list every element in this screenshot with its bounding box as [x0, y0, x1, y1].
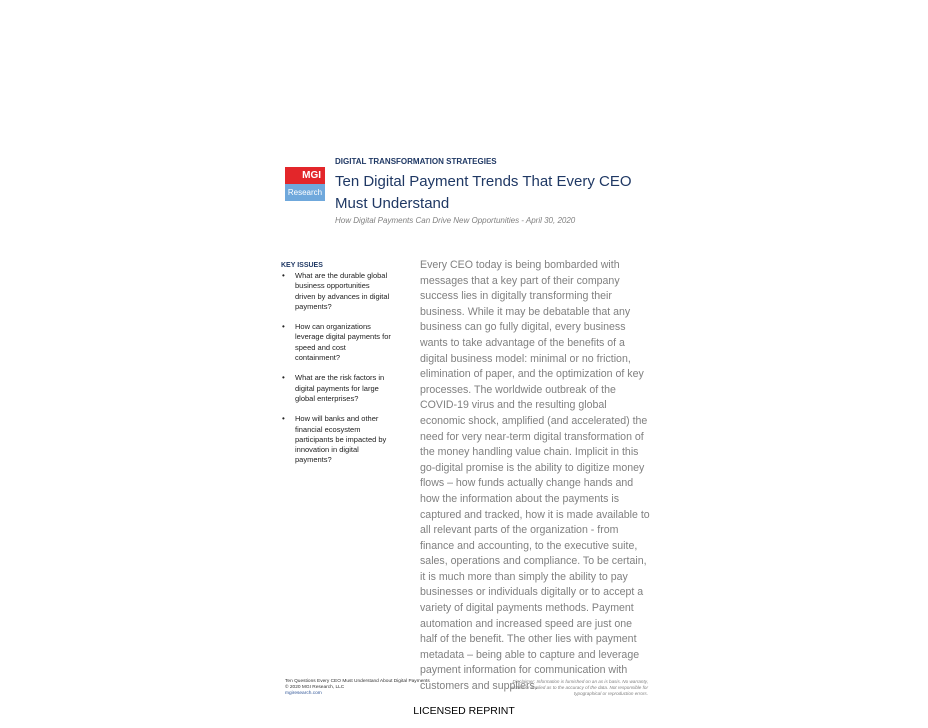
- body-paragraph: Every CEO today is being bombarded with messages that a key part of their company success lies in digitally transforming their business. While it may be debatable that any business can go fully digital, every business wants to take advantage of the benefits of a digital business model: minimal or no friction, elimination of paper, and the optimization of key processes. The worldwide outbreak of the COVID-19 virus and the resulting global economic shock, amplified (and accelerated) the need for very near-term digital transformation of the money handling value chain. Implicit in this go-digital promise is the ability to digitize money flows – how funds actually change hands and how the information about the payments is captured and tracked, how it is made available to all relevant parts of the organization - from finance and accounting, to the executive suite, sales, operations and compliance. To be certain, it is much more than simply the ability to pay businesses or individuals digitally or to accept a variety of digital payments methods. Payment automation and increased speed are just one half of the benefit. The other lies with payment metadata – being able to capture and leverage payment information for communication with customers and suppliers.: [420, 259, 650, 693]
- key-issue-item: • How can organizations leverage digital payments for speed and cost containment?: [281, 322, 391, 363]
- logo-research: Research: [285, 184, 325, 201]
- mgi-research-logo: [285, 167, 325, 201]
- footer-copyright: © 2020 MGI Research, LLC: [285, 685, 345, 690]
- report-title: Ten Digital Payment Trends That Every CEO Must Understand: [335, 173, 632, 212]
- licensed-reprint-label: LICENSED REPRINT: [413, 705, 515, 717]
- logo-mgi: MGI: [285, 167, 325, 184]
- footer-website-link[interactable]: mgiresearch.com: [285, 691, 322, 696]
- key-issues-sidebar: [281, 262, 391, 476]
- key-issue-item: • What are the risk factors in digital payments for large global enterprises?: [281, 373, 391, 404]
- report-category: DIGITAL TRANSFORMATION STRATEGIES: [335, 157, 497, 166]
- key-issue-item: • What are the durable global business opportunities driven by advances in digital payments?: [281, 271, 391, 312]
- footer-doc-title: Ten Questions Every CEO Must Understand About Digital Payments: [285, 679, 430, 684]
- footer-left: [285, 679, 430, 697]
- key-issues-list: [281, 271, 391, 466]
- footer-disclaimer: Disclaimer: Information is furnished on an as is basis. No warranty, written or implied as to the accuracy of the data. Not responsible for typographical or reproduction errors.: [510, 679, 648, 696]
- report-subtitle: How Digital Payments Can Drive New Opportunities - April 30, 2020: [335, 216, 576, 225]
- key-issue-item: • How will banks and other financial ecosystem participants be impacted by innovation in digital payments?: [281, 414, 391, 465]
- key-issues-heading: KEY ISSUES: [281, 262, 323, 269]
